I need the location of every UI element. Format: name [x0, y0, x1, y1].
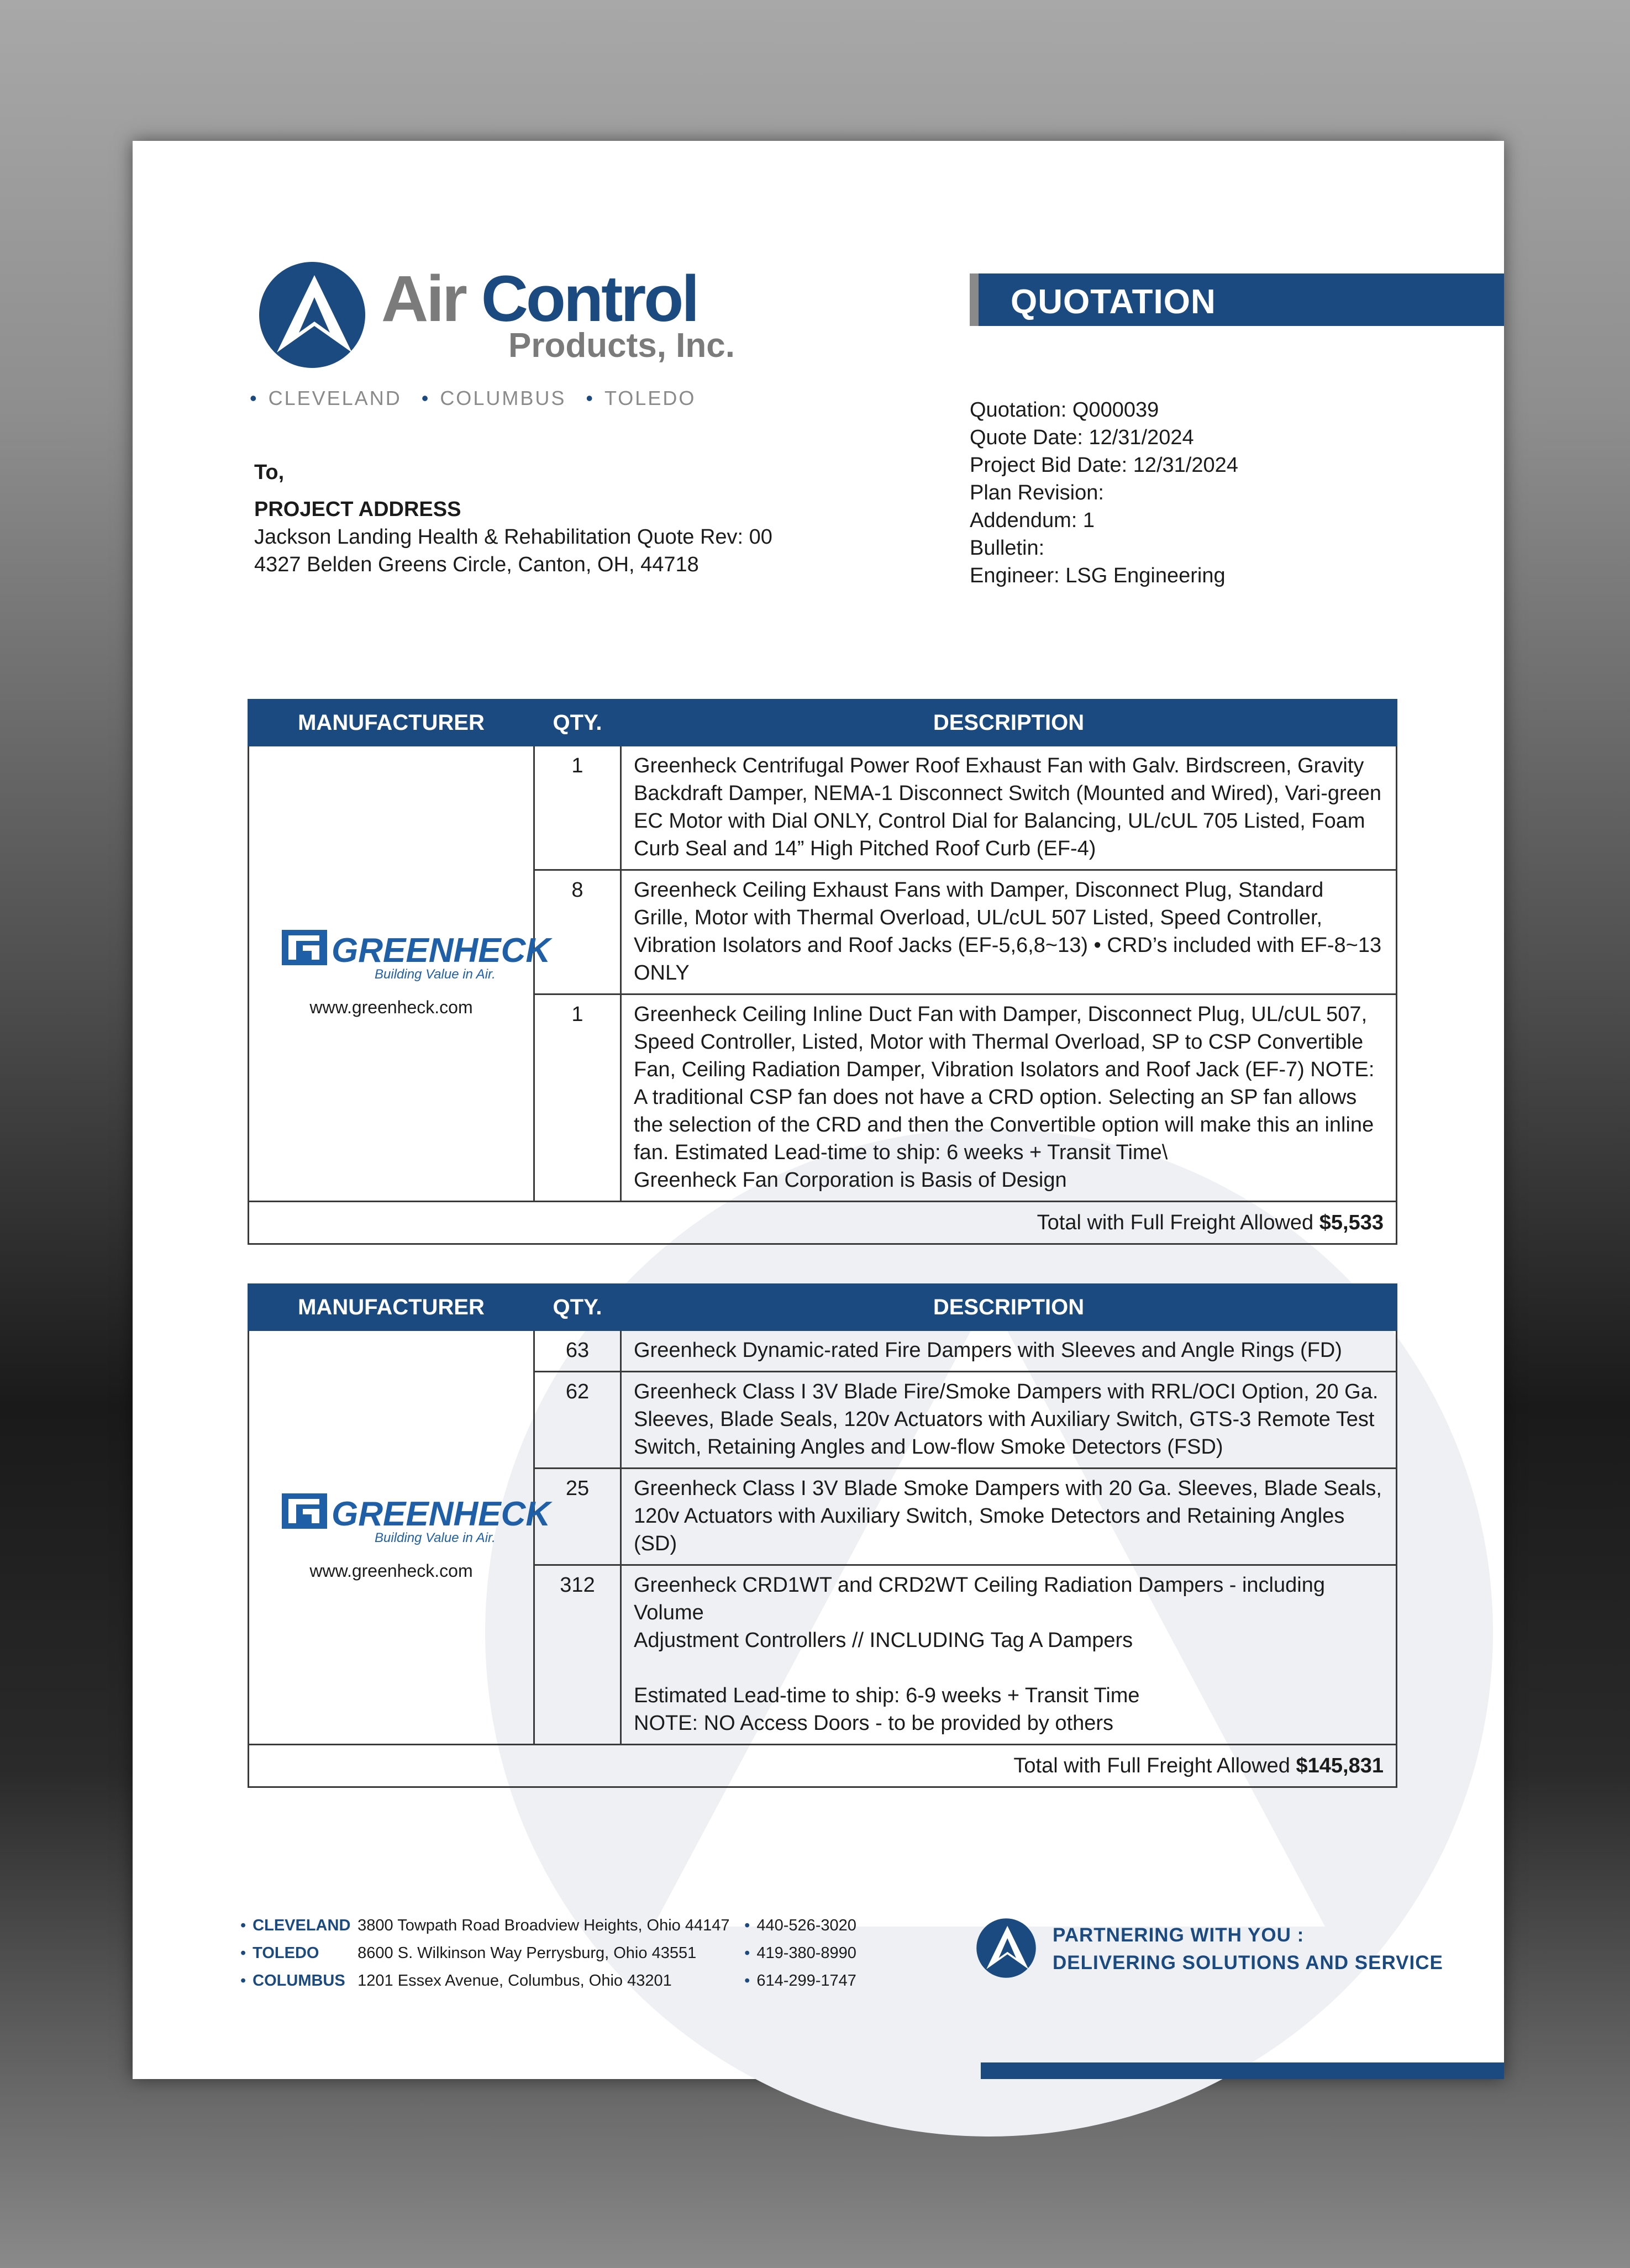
quote-date: Quote Date: 12/31/2024 [970, 426, 1194, 449]
city-label: COLUMBUS [440, 387, 566, 409]
office-phone: 614-299-1747 [756, 1972, 856, 1990]
greenheck-brand-text: GREENHECK [332, 931, 551, 970]
footer-accent-bar [981, 2062, 1504, 2079]
qty-cell: 312 [534, 1565, 621, 1745]
quote-table-1 [248, 699, 1397, 1245]
total-row [249, 1745, 1397, 1787]
header-manufacturer: MANUFACTURER [249, 700, 534, 746]
description-cell: Greenheck Ceiling Exhaust Fans with Damper, Disconnect Plug, Standard Grille, Motor with Thermal Overload, UL/cUL 507 Listed, Speed Controller, Vibration Isolators and Roof Jacks (EF-5,6,8~13) • CRD’s included with EF-8~13 ONLY [621, 870, 1397, 994]
city-item: • TOLEDO [586, 387, 696, 409]
manufacturer-cell [249, 1330, 551, 1745]
header-qty: QTY. [534, 700, 621, 746]
bid-date: Project Bid Date: 12/31/2024 [970, 454, 1238, 477]
slogan-line1: PARTNERING WITH YOU : [1053, 1924, 1305, 1946]
description-cell: Greenheck Dynamic-rated Fire Dampers with Sleeves and Angle Rings (FD) [621, 1330, 1397, 1372]
description-cell: Greenheck Class I 3V Blade Fire/Smoke Dampers with RRL/OCI Option, 20 Ga. Sleeves, Blade Seals, 120v Actuators with Auxiliary Switch, GTS-3 Remote Test Switch, Retaining Angles and Low-flow Smoke Detectors (FSD) [621, 1372, 1397, 1469]
table-header-row [249, 700, 1397, 746]
header-description: DESCRIPTION [621, 1285, 1397, 1330]
greenheck-brand-text: GREENHECK [332, 1495, 551, 1533]
office-city: COLUMBUS [253, 1972, 345, 1990]
air-control-logo-icon [257, 260, 367, 370]
table-header-row [249, 1285, 1397, 1330]
description-cell: Greenheck Centrifugal Power Roof Exhaust Fan with Galv. Birdscreen, Gravity Backdraft Damper, NEMA-1 Disconnect Switch (Mounted and Wired), Vari-green EC Motor with Dial ONLY, Control Dial for Balancing, UL/cUL 705 Listed, Foam Curb Seal and 14” High Pitched Roof Curb (EF-4) [621, 746, 1397, 870]
doc-title: QUOTATION [1011, 283, 1216, 321]
project-address-line1: Jackson Landing Health & Rehabilitation Quote Rev: 00 [254, 525, 772, 549]
manufacturer-url: www.greenheck.com [309, 997, 473, 1017]
greenheck-logo-icon [281, 1489, 551, 1545]
description-cell: Greenheck Ceiling Inline Duct Fan with Damper, Disconnect Plug, UL/cUL 507, Speed Controller, Listed, Motor with Thermal Overload, SP to CSP Convertible Fan, Ceiling Radiation Damper, Vibration Isolators and Roof Jack (EF-7) NOTE: A traditional CSP fan does not have a CRD option. Selecting an SP fan allows the selection of the CRD and then the Convertible option will make this an inline fan. Estimated Lead-time to ship: 6 weeks + Transit Time\ Greenheck Fan Corporation is Basis of Design [621, 994, 1397, 1202]
office-row: • COLUMBUS 1201 Essex Avenue, Columbus, Ohio 43201 • 614-299-1747 [240, 1967, 856, 1995]
city-label: CLEVELAND [268, 387, 402, 409]
quote-info [970, 396, 1238, 590]
quotation-banner [970, 273, 1504, 326]
manufacturer-cell [249, 746, 551, 1202]
plan-revision: Plan Revision: [970, 481, 1104, 504]
description-cell: Greenheck Class I 3V Blade Smoke Dampers with 20 Ga. Sleeves, Blade Seals, 120v Actuators with Auxiliary Switch, Smoke Detectors and Retaining Angles (SD) [621, 1469, 1397, 1565]
bulletin: Bulletin: [970, 536, 1045, 560]
office-city: TOLEDO [253, 1944, 319, 1962]
qty-cell: 25 [534, 1469, 621, 1565]
project-address-block [254, 459, 772, 578]
footer-offices [240, 1912, 856, 1995]
engineer: Engineer: LSG Engineering [970, 564, 1226, 587]
company-name-part1: Air [381, 262, 465, 335]
office-row: • CLEVELAND 3800 Towpath Road Broadview Heights, Ohio 44147 • 440-526-3020 [240, 1912, 856, 1939]
slogan-line2: DELIVERING SOLUTIONS AND SERVICE [1053, 1952, 1443, 1974]
qty-cell: 63 [534, 1330, 621, 1372]
total-cell [249, 1202, 1397, 1244]
company-logo [257, 260, 735, 365]
manufacturer-url: www.greenheck.com [309, 1561, 473, 1581]
qty-cell: 8 [534, 870, 621, 994]
header-qty: QTY. [534, 1285, 621, 1330]
city-label: TOLEDO [604, 387, 696, 409]
project-address-heading: PROJECT ADDRESS [254, 498, 461, 521]
total-cell [249, 1745, 1397, 1787]
qty-cell: 62 [534, 1372, 621, 1469]
company-subname: Products, Inc. [508, 327, 735, 365]
office-address: 8600 S. Wilkinson Way Perrysburg, Ohio 43551 [357, 1944, 697, 1962]
description-cell: Greenheck CRD1WT and CRD2WT Ceiling Radiation Dampers - including Volume Adjustment Controllers // INCLUDING Tag A Dampers Estimated Lead-time to ship: 6-9 weeks + Transit Time NOTE: NO Access Doors - to be provided by others [621, 1565, 1397, 1745]
project-address-line2: 4327 Belden Greens Circle, Canton, OH, 44718 [254, 553, 699, 576]
qty-cell: 1 [534, 746, 621, 870]
office-address: 1201 Essex Avenue, Columbus, Ohio 43201 [357, 1972, 672, 1990]
quote-table-2 [248, 1283, 1397, 1788]
office-phone: 419-380-8990 [756, 1944, 856, 1962]
company-name-part2: Control [481, 262, 698, 335]
total-row [249, 1202, 1397, 1244]
total-label: Total with Full Freight Allowed [1013, 1754, 1290, 1777]
company-name [381, 262, 698, 335]
office-city: CLEVELAND [253, 1917, 351, 1934]
total-label: Total with Full Freight Allowed [1037, 1211, 1314, 1234]
total-value: $5,533 [1319, 1211, 1384, 1234]
greenheck-logo-icon [281, 925, 551, 982]
office-address: 3800 Towpath Road Broadview Heights, Ohio 44147 [357, 1917, 730, 1934]
addendum: Addendum: 1 [970, 509, 1095, 532]
company-cities [250, 387, 696, 410]
to-label: To, [254, 461, 285, 484]
table-row [249, 1330, 1397, 1372]
greenheck-tagline: Building Value in Air. [375, 1530, 496, 1545]
city-item: • COLUMBUS [421, 387, 566, 409]
greenheck-tagline: Building Value in Air. [375, 966, 496, 982]
office-row: • TOLEDO 8600 S. Wilkinson Way Perrysburg, Ohio 43551 • 419-380-8990 [240, 1939, 856, 1967]
office-phone: 440-526-3020 [756, 1917, 856, 1934]
total-value: $145,831 [1296, 1754, 1384, 1777]
header-manufacturer: MANUFACTURER [249, 1285, 534, 1330]
qty-cell: 1 [534, 994, 621, 1202]
quotation-page [133, 141, 1504, 2079]
quote-number: Quotation: Q000039 [970, 398, 1159, 422]
footer-slogan [975, 1917, 1473, 1983]
air-control-footer-logo-icon [975, 1917, 1037, 1979]
table-row [249, 746, 1397, 870]
city-item: • CLEVELAND [250, 387, 402, 409]
header-description: DESCRIPTION [621, 700, 1397, 746]
